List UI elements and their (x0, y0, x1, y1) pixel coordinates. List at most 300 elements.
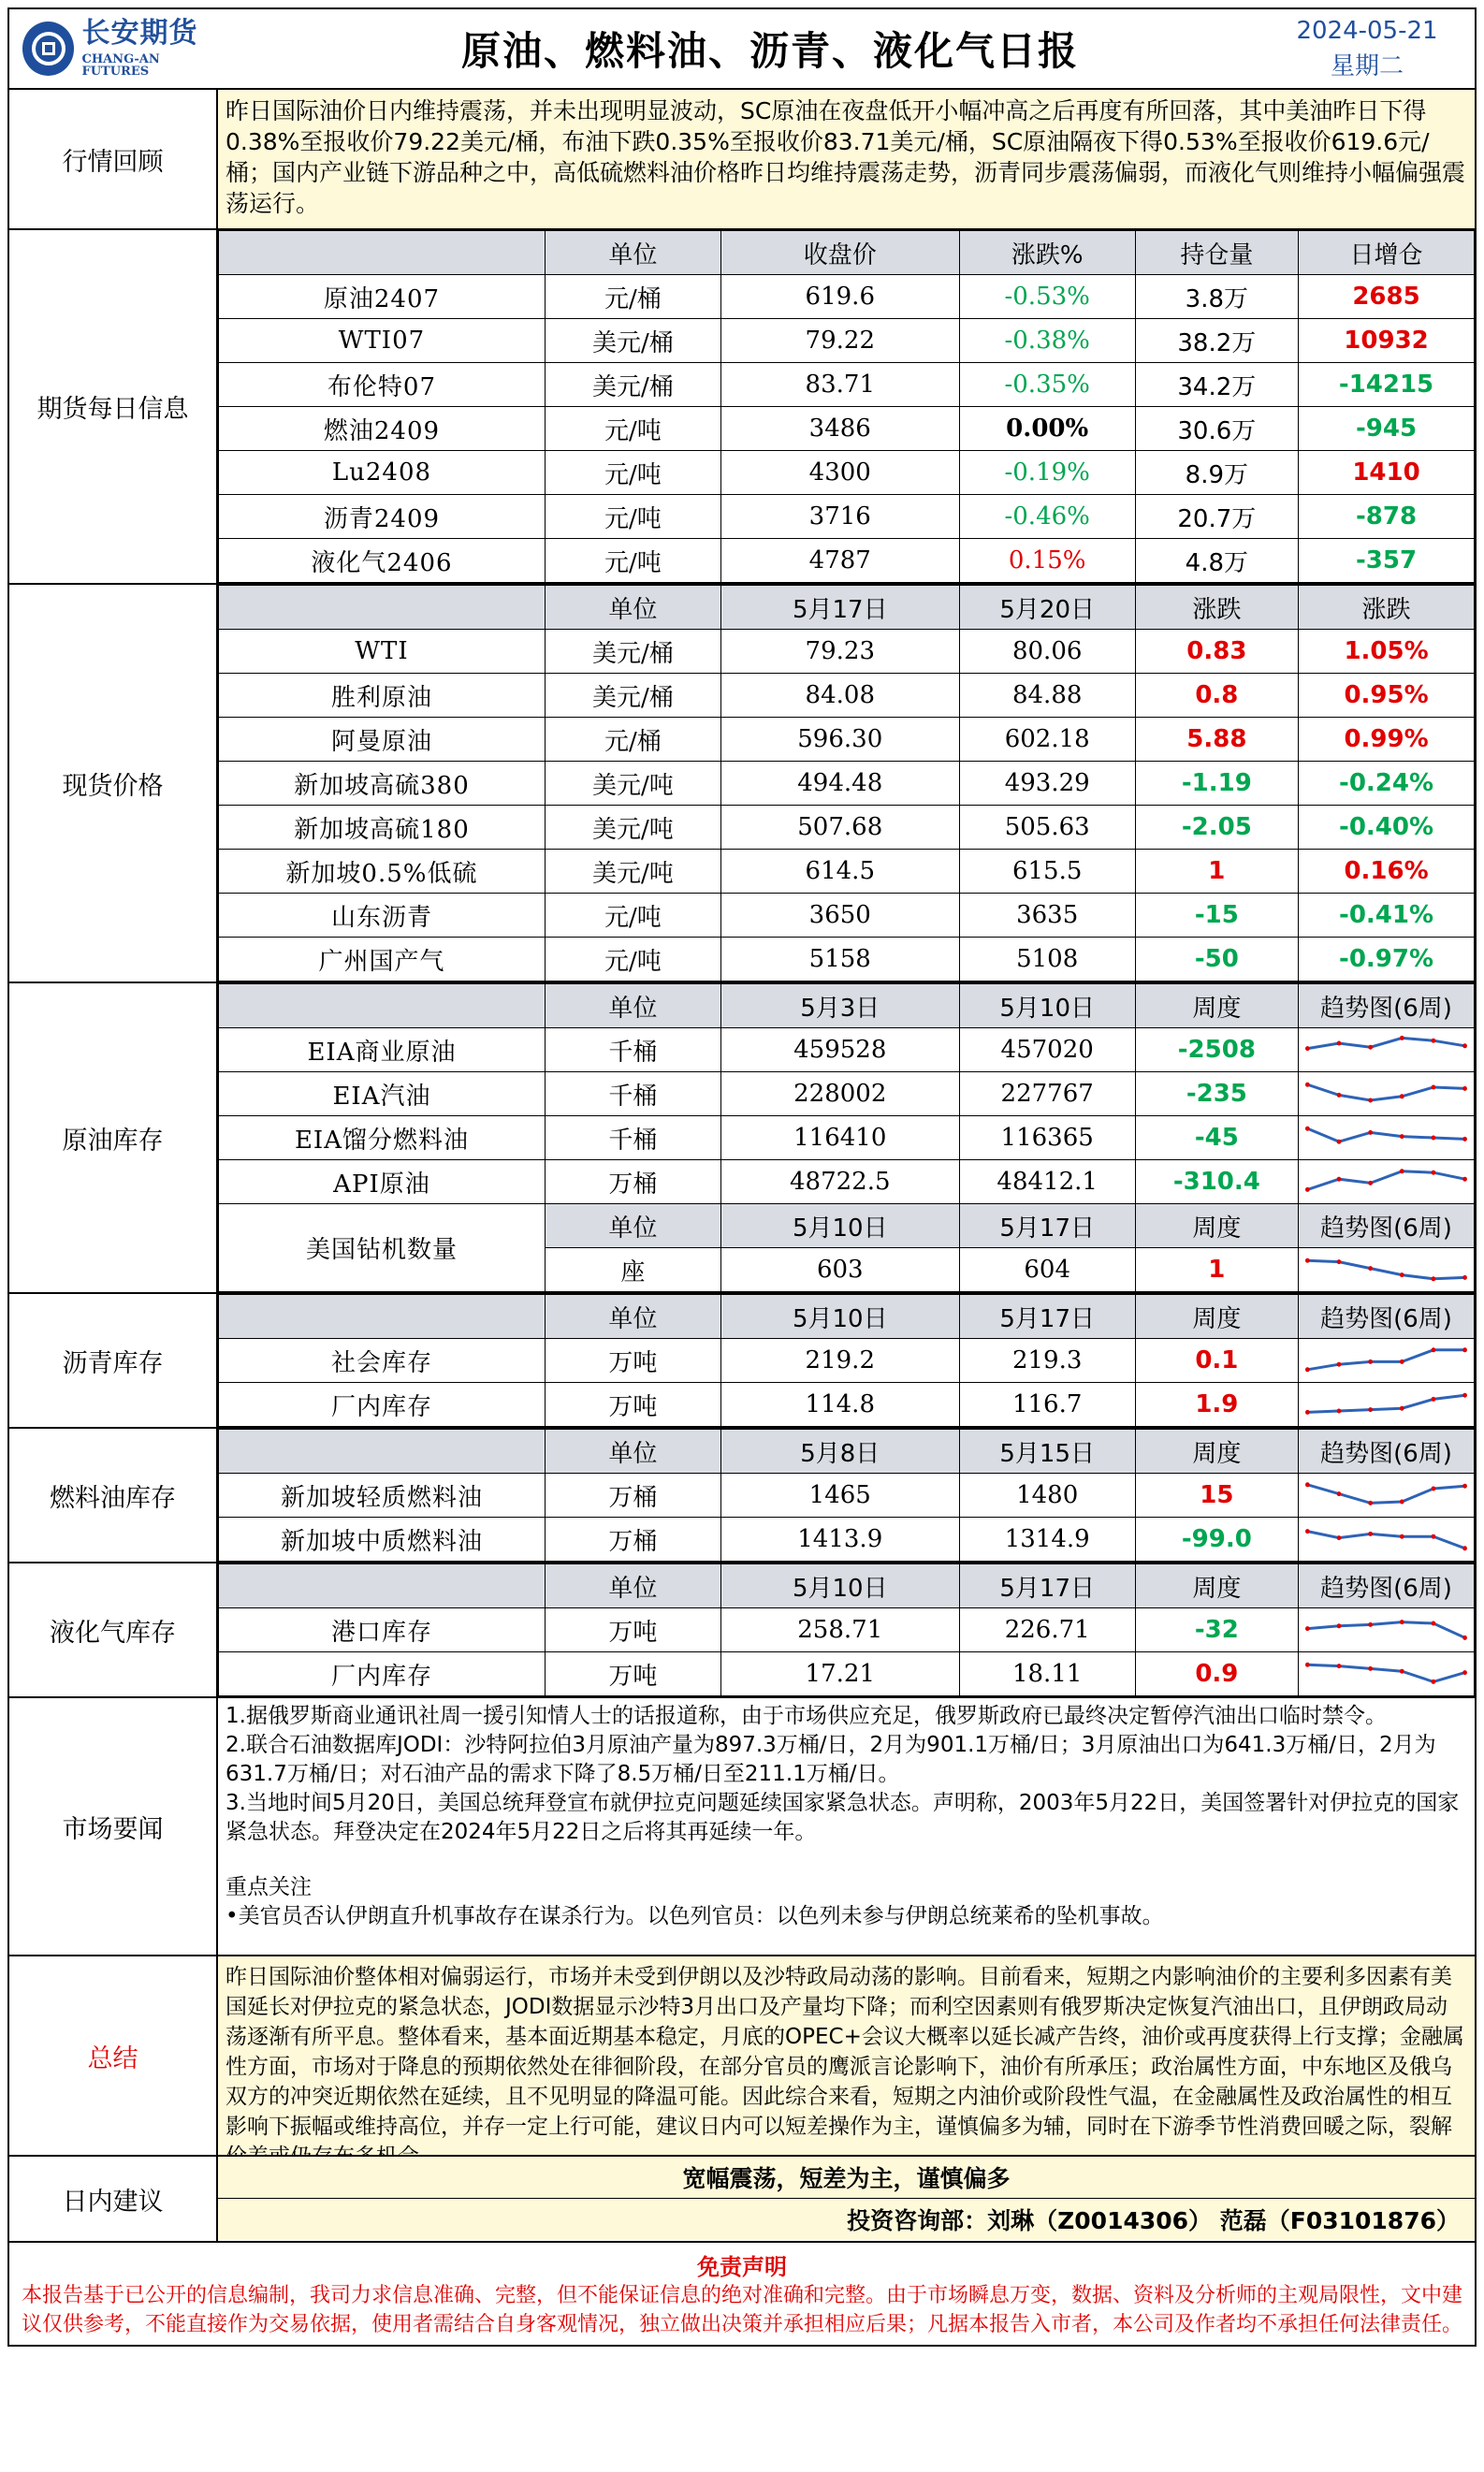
advice-section (9, 2157, 1475, 2243)
trend-point (1305, 1083, 1310, 1087)
trend-line (1307, 1038, 1464, 1048)
unit: 万吨 (545, 1383, 720, 1427)
value-curr: 48412.1 (959, 1160, 1135, 1204)
daily-oi-change: -878 (1299, 495, 1475, 539)
column-header: 单位 (545, 984, 720, 1028)
column-header: 周度 (1135, 1204, 1298, 1248)
futures-label: 期货每日信息 (9, 230, 218, 583)
table-row (219, 1652, 1475, 1696)
trend-point (1462, 1275, 1467, 1280)
weekly-change: 1 (1135, 1248, 1298, 1292)
product-name: 阿曼原油 (219, 718, 546, 762)
trend-point (1368, 1501, 1373, 1505)
summary-section (9, 1956, 1475, 2157)
value-prev: 258.71 (720, 1608, 959, 1652)
trend-point (1400, 1534, 1404, 1539)
table-header-row (219, 1295, 1475, 1339)
daily-oi-change: -357 (1299, 539, 1475, 583)
table-row (219, 1028, 1475, 1072)
daily-oi-change: 2685 (1299, 275, 1475, 319)
table-row (219, 1160, 1475, 1204)
price-prev: 3650 (720, 894, 959, 938)
open-interest: 34.2万 (1135, 363, 1298, 407)
weekly-change: 1.9 (1135, 1383, 1298, 1427)
inventory-name: EIA汽油 (219, 1072, 546, 1116)
price-prev: 614.5 (720, 850, 959, 894)
trend-point (1305, 1663, 1310, 1667)
trend-point (1368, 1045, 1373, 1050)
contract-name: 布伦特07 (219, 363, 546, 407)
trend-point (1400, 1500, 1404, 1505)
trend-line (1307, 1350, 1464, 1370)
trend-line (1307, 1665, 1464, 1681)
summary-label: 总结 (9, 1956, 218, 2155)
trend-point (1462, 1546, 1467, 1550)
trend-point (1337, 1362, 1342, 1367)
column-header: 单位 (545, 231, 720, 275)
trend-sparkline (1299, 1251, 1474, 1288)
inventory-name: 厂内库存 (219, 1652, 546, 1696)
trend-line (1307, 1084, 1464, 1100)
value-curr: 457020 (959, 1028, 1135, 1072)
weekly-change: 15 (1135, 1474, 1298, 1518)
change-pct: -0.46% (959, 495, 1135, 539)
table-row (219, 1072, 1475, 1116)
weekly-change: -99.0 (1135, 1518, 1298, 1562)
table-row (219, 451, 1475, 495)
market-review-section (9, 90, 1475, 230)
weekly-change: 0.9 (1135, 1652, 1298, 1696)
column-header (219, 1564, 546, 1608)
table-row (219, 363, 1475, 407)
trend-point (1368, 1360, 1373, 1364)
value-curr: 604 (959, 1248, 1135, 1292)
value-curr: 1314.9 (959, 1518, 1135, 1562)
trend-point (1368, 1181, 1373, 1185)
value-prev: 114.8 (720, 1383, 959, 1427)
trend-point (1337, 1140, 1342, 1144)
news-section (9, 1698, 1475, 1956)
trend-point (1368, 1622, 1373, 1627)
news-item-3: 3.当地时间5月20日，美国总统拜登宣布就伊拉克问题延续国家紧急状态。声明称，2003年5月22日，美国签署针对伊拉克的国家紧急状态。拜登决定在2024年5月22日之后将其再延续一年。 (226, 1791, 1460, 1844)
value-curr: 219.3 (959, 1339, 1135, 1383)
trend-point (1432, 1534, 1436, 1539)
table-row (219, 1518, 1475, 1562)
trend-point (1368, 1666, 1373, 1671)
column-header: 趋势图(6周) (1299, 1430, 1475, 1474)
trend-sparkline (1299, 1655, 1474, 1693)
lpg-inventory-label: 液化气库存 (9, 1563, 218, 1696)
fuel-inventory-table (218, 1429, 1475, 1562)
trend-point (1432, 1680, 1436, 1684)
disclaimer-section (9, 2243, 1475, 2345)
trend-point (1337, 1409, 1342, 1414)
column-header: 5月15日 (959, 1430, 1135, 1474)
spot-section (9, 585, 1475, 983)
open-interest: 20.7万 (1135, 495, 1298, 539)
summary-text: 昨日国际油价整体相对偏弱运行，市场并未受到伊朗以及沙特政局动荡的影响。目前看来，短期之内影响油价的主要利多因素有美国延长对伊拉克的紧急状态，JODI数据显示沙特3月出口及产量均下降；而利空因素则有俄罗斯决定恢复汽油出口，且伊朗政局动荡逐渐有所平息。整体看来，基本面近期基本稳定，月底的OPEC+会议大概率以延长减产告终，油价或再度获得上行支撑；金融属性方面，市场对于降息的预期依然处在徘徊阶段，在部分官员的鹰派言论影响下，油价有所承压；政治属性方面，中东地区及俄乌双方的冲突近期依然在延续，且不见明显的降温可能。因此综合来看，短期之内油价或阶段性气温，在金融属性及政治属性的相互影响下振幅或维持高位，并存一定上行可能，建议日内可以短差操作为主，谨慎偏多为辅，同时在下游季节性消费回暖之际，裂解 (218, 1956, 1475, 2155)
column-header (219, 586, 546, 630)
unit: 美元/桶 (545, 319, 720, 363)
trend-point (1337, 1259, 1342, 1264)
column-header (219, 1295, 546, 1339)
daily-oi-change: 1410 (1299, 451, 1475, 495)
product-name: 广州国产气 (219, 938, 546, 982)
trend-point (1305, 1410, 1310, 1415)
unit: 座 (545, 1248, 720, 1292)
table-row (219, 539, 1475, 583)
price-curr: 505.63 (959, 806, 1135, 850)
column-header (219, 984, 546, 1028)
column-header: 5月8日 (720, 1430, 959, 1474)
trend-point (1462, 1347, 1467, 1352)
price-change: 0.8 (1135, 674, 1298, 718)
unit: 千桶 (545, 1028, 720, 1072)
table-row (219, 938, 1475, 982)
open-interest: 8.9万 (1135, 451, 1298, 495)
report-weekday: 星期二 (1330, 52, 1404, 80)
fuel-inventory-section (9, 1429, 1475, 1563)
price-curr: 84.88 (959, 674, 1135, 718)
disclaimer-text: 本报告基于已公开的信息编制，我司力求信息准确、完整，但不能保证信息的绝对准确和完整。由于市场瞬息万变，数据、资料及分析师的主观局限性，文中建议仅供参考，不能直接作为交易依据，使用者需结合自身客观情况，独立做出决策并承担相应后果；凡据本报告入市者，本公司及作者均不承担任何法律责任。 (21, 2284, 1462, 2336)
price-curr: 602.18 (959, 718, 1135, 762)
trend-chart (1299, 1160, 1475, 1204)
table-row (219, 1339, 1475, 1383)
table-row (219, 275, 1475, 319)
change-pct: -0.53% (959, 275, 1135, 319)
trend-point (1337, 1093, 1342, 1098)
trend-point (1400, 1094, 1404, 1098)
table-row (219, 894, 1475, 938)
value-prev: 603 (720, 1248, 959, 1292)
column-header: 单位 (545, 1295, 720, 1339)
product-name: 新加坡0.5%低硫 (219, 850, 546, 894)
table-row (219, 407, 1475, 451)
column-header: 趋势图(6周) (1299, 1295, 1475, 1339)
column-header: 5月17日 (720, 586, 959, 630)
news-focus-title: 重点关注 (226, 1875, 312, 1899)
daily-oi-change: -945 (1299, 407, 1475, 451)
unit: 万桶 (545, 1160, 720, 1204)
value-prev: 1465 (720, 1474, 959, 1518)
trend-point (1462, 1043, 1467, 1048)
trend-point (1368, 1407, 1373, 1412)
trend-line (1307, 1622, 1464, 1638)
spot-label: 现货价格 (9, 585, 218, 982)
value-prev: 228002 (720, 1072, 959, 1116)
trend-point (1432, 1397, 1436, 1402)
open-interest: 30.6万 (1135, 407, 1298, 451)
table-row (219, 1608, 1475, 1652)
contract-name: WTI07 (219, 319, 546, 363)
futures-table (218, 230, 1475, 583)
contract-name: Lu2408 (219, 451, 546, 495)
advice-label: 日内建议 (9, 2157, 218, 2241)
asphalt-inventory-section (9, 1294, 1475, 1429)
column-header: 趋势图(6周) (1299, 984, 1475, 1028)
contract-name: 原油2407 (219, 275, 546, 319)
table-header-row (219, 1564, 1475, 1608)
news-label: 市场要闻 (9, 1698, 218, 1955)
column-header: 单位 (545, 1430, 720, 1474)
trend-point (1462, 1086, 1467, 1091)
column-header: 趋势图(6周) (1299, 1564, 1475, 1608)
trend-sparkline (1299, 1520, 1474, 1558)
unit: 美元/吨 (545, 850, 720, 894)
open-interest: 4.8万 (1135, 539, 1298, 583)
trend-point (1337, 1623, 1342, 1628)
weekly-change: -235 (1135, 1072, 1298, 1116)
report-date-box (1259, 9, 1475, 88)
product-name: 山东沥青 (219, 894, 546, 938)
trend-point (1305, 1626, 1310, 1631)
trend-line (1307, 1485, 1464, 1504)
change-pct: -0.35% (959, 363, 1135, 407)
daily-oi-change: 10932 (1299, 319, 1475, 363)
crude-inventory-label: 原油库存 (9, 983, 218, 1292)
product-name: 新加坡高硫380 (219, 762, 546, 806)
price-change-pct: 0.99% (1299, 718, 1475, 762)
news-item-2: 2.联合石油数据库JODI：沙特阿拉伯3月原油产量为897.3万桶/日，2月为901.1万桶/日；3月原油出口为641.3万桶/日，2月为631.7万桶/日；对石油产品的需求下降了8.5万桶/日至211.1万桶/日。 (226, 1733, 1436, 1786)
inventory-name: 厂内库存 (219, 1383, 546, 1427)
column-header: 5月10日 (720, 1204, 959, 1248)
price-prev: 507.68 (720, 806, 959, 850)
trend-point (1305, 1482, 1310, 1487)
price-curr: 5108 (959, 938, 1135, 982)
trend-point (1400, 1406, 1404, 1411)
value-curr: 116365 (959, 1116, 1135, 1160)
column-header: 周度 (1135, 984, 1298, 1028)
close-price: 4300 (720, 451, 959, 495)
disclaimer-title: 免责声明 (697, 2254, 787, 2280)
price-change-pct: -0.40% (1299, 806, 1475, 850)
price-change: 5.88 (1135, 718, 1298, 762)
column-header: 涨跌 (1135, 586, 1298, 630)
unit: 美元/桶 (545, 674, 720, 718)
daily-oi-change: -14215 (1299, 363, 1475, 407)
unit: 美元/桶 (545, 630, 720, 674)
price-prev: 5158 (720, 938, 959, 982)
trend-point (1400, 1036, 1404, 1040)
contract-name: 沥青2409 (219, 495, 546, 539)
unit: 元/吨 (545, 407, 720, 451)
trend-sparkline (1299, 1386, 1474, 1423)
market-review-label: 行情回顾 (9, 90, 218, 228)
lpg-inventory-section (9, 1563, 1475, 1698)
trend-point (1432, 1085, 1436, 1090)
trend-line (1307, 1395, 1464, 1412)
trend-point (1462, 1177, 1467, 1182)
trend-point (1368, 1098, 1373, 1103)
asphalt-inventory-table (218, 1294, 1475, 1427)
unit: 千桶 (545, 1116, 720, 1160)
value-prev: 459528 (720, 1028, 959, 1072)
inventory-name: 社会库存 (219, 1339, 546, 1383)
rig-header-row (219, 1204, 1475, 1248)
table-row (219, 850, 1475, 894)
logo-emblem-icon (22, 22, 74, 76)
report-date: 2024-05-21 (1296, 17, 1438, 45)
weekly-change: -32 (1135, 1608, 1298, 1652)
market-review-text: 昨日国际油价日内维持震荡，并未出现明显波动，SC原油在夜盘低开小幅冲高之后再度有所回落，其中美油昨日下得0.38%至报收价79.22美元/桶，布油下跌0.35%至报收价83.71美元/桶，SC原油隔夜下得0.53%至报收价619.6元/桶；国内产业链下游品种之中，高低硫燃料油价格昨日均维持震荡走势，沥青同步震荡偏弱，而液化气则维持小幅偏强震荡运行。 (218, 90, 1475, 228)
table-header-row (219, 1430, 1475, 1474)
unit: 美元/吨 (545, 762, 720, 806)
unit: 万吨 (545, 1339, 720, 1383)
trend-sparkline (1299, 1075, 1474, 1112)
trend-sparkline (1299, 1476, 1474, 1514)
table-header-row (219, 586, 1475, 630)
table-row (219, 495, 1475, 539)
trend-point (1305, 1046, 1310, 1051)
price-curr: 615.5 (959, 850, 1135, 894)
unit: 万吨 (545, 1652, 720, 1696)
crude-inventory-section (9, 983, 1475, 1294)
price-change: 0.83 (1135, 630, 1298, 674)
news-item-1: 1.据俄罗斯商业通讯社周一援引知情人士的话报道称，由于市场供应充足，俄罗斯政府已最终决定暂停汽油出口临时禁令。 (226, 1704, 1387, 1728)
column-header: 5月17日 (959, 1204, 1135, 1248)
column-header: 5月17日 (959, 1564, 1135, 1608)
close-price: 79.22 (720, 319, 959, 363)
trend-point (1400, 1134, 1404, 1139)
trend-chart (1299, 1116, 1475, 1160)
unit: 元/桶 (545, 718, 720, 762)
value-prev: 1413.9 (720, 1518, 959, 1562)
fuel-inventory-label: 燃料油库存 (9, 1429, 218, 1562)
trend-point (1305, 1258, 1310, 1263)
change-pct: -0.38% (959, 319, 1135, 363)
price-prev: 79.23 (720, 630, 959, 674)
change-pct: 0.15% (959, 539, 1135, 583)
price-prev: 596.30 (720, 718, 959, 762)
price-curr: 80.06 (959, 630, 1135, 674)
column-header: 5月10日 (720, 1564, 959, 1608)
column-header (219, 231, 546, 275)
unit: 元/吨 (545, 495, 720, 539)
open-interest: 38.2万 (1135, 319, 1298, 363)
product-name: 新加坡高硫180 (219, 806, 546, 850)
trend-chart (1299, 1339, 1475, 1383)
open-interest: 3.8万 (1135, 275, 1298, 319)
inventory-name: 港口库存 (219, 1608, 546, 1652)
trend-point (1432, 1039, 1436, 1043)
unit: 万吨 (545, 1608, 720, 1652)
inventory-name: 新加坡轻质燃料油 (219, 1474, 546, 1518)
trend-point (1462, 1484, 1467, 1489)
close-price: 3486 (720, 407, 959, 451)
table-row (219, 806, 1475, 850)
table-header-row (219, 231, 1475, 275)
price-change: -50 (1135, 938, 1298, 982)
column-header: 5月17日 (959, 1295, 1135, 1339)
report-header (9, 9, 1475, 90)
trend-sparkline (1299, 1342, 1474, 1379)
trend-point (1337, 1535, 1342, 1540)
price-change: -15 (1135, 894, 1298, 938)
inventory-name: API原油 (219, 1160, 546, 1204)
inventory-name: EIA馏分燃料油 (219, 1116, 546, 1160)
price-change-pct: 0.16% (1299, 850, 1475, 894)
change-pct: 0.00% (959, 407, 1135, 451)
column-header: 周度 (1135, 1295, 1298, 1339)
trend-point (1432, 1487, 1436, 1491)
trend-point (1368, 1130, 1373, 1135)
weekly-change: -45 (1135, 1116, 1298, 1160)
trend-sparkline (1299, 1031, 1474, 1069)
price-change: 1 (1135, 850, 1298, 894)
trend-line (1307, 1128, 1464, 1141)
table-row (219, 1383, 1475, 1427)
trend-point (1462, 1393, 1467, 1398)
value-prev: 48722.5 (720, 1160, 959, 1204)
product-name: WTI (219, 630, 546, 674)
column-header: 单位 (545, 1564, 720, 1608)
column-header: 日增仓 (1299, 231, 1475, 275)
weekly-change: -310.4 (1135, 1160, 1298, 1204)
logo-en: CHANG-AN FUTURES (81, 52, 160, 79)
trend-chart (1299, 1028, 1475, 1072)
trend-chart (1299, 1608, 1475, 1652)
price-change-pct: -0.97% (1299, 938, 1475, 982)
price-prev: 494.48 (720, 762, 959, 806)
column-header: 涨跌% (959, 231, 1135, 275)
lpg-inventory-table (218, 1563, 1475, 1696)
trend-line (1307, 1260, 1464, 1279)
table-header-row (219, 984, 1475, 1028)
column-header: 单位 (545, 586, 720, 630)
advice-author: 投资咨询部：刘琳（Z0014306） 范磊（F03101876） (218, 2199, 1475, 2240)
value-curr: 227767 (959, 1072, 1135, 1116)
trend-point (1462, 1636, 1467, 1640)
price-change-pct: 0.95% (1299, 674, 1475, 718)
trend-point (1305, 1127, 1310, 1131)
news-focus-item: •美官员否认伊朗直升机事故存在谋杀行为。以色列官员：以色列未参与伊朗总统莱希的坠机事故。 (226, 1904, 1164, 1928)
unit: 万桶 (545, 1518, 720, 1562)
unit: 元/吨 (545, 938, 720, 982)
trend-sparkline (1299, 1611, 1474, 1649)
price-change: -1.19 (1135, 762, 1298, 806)
trend-point (1432, 1136, 1436, 1141)
contract-name: 液化气2406 (219, 539, 546, 583)
trend-point (1400, 1620, 1404, 1624)
column-header: 5月20日 (959, 586, 1135, 630)
trend-chart (1299, 1248, 1475, 1292)
column-header: 涨跌 (1299, 586, 1475, 630)
unit: 千桶 (545, 1072, 720, 1116)
table-row (219, 762, 1475, 806)
trend-point (1432, 1621, 1436, 1626)
trend-point (1400, 1669, 1404, 1674)
advice-text: 宽幅震荡，短差为主，谨慎偏多 (218, 2157, 1475, 2199)
asphalt-inventory-label: 沥青库存 (9, 1294, 218, 1427)
trend-point (1462, 1137, 1467, 1141)
column-header: 趋势图(6周) (1299, 1204, 1475, 1248)
news-body (218, 1698, 1475, 1955)
logo-cn: 长安期货 (81, 17, 198, 50)
column-header: 周度 (1135, 1564, 1298, 1608)
price-curr: 3635 (959, 894, 1135, 938)
trend-chart (1299, 1474, 1475, 1518)
close-price: 3716 (720, 495, 959, 539)
trend-point (1305, 1367, 1310, 1372)
trend-point (1305, 1187, 1310, 1192)
trend-point (1432, 1171, 1436, 1175)
trend-point (1337, 1041, 1342, 1046)
column-header: 单位 (545, 1204, 720, 1248)
value-curr: 1480 (959, 1474, 1135, 1518)
trend-point (1337, 1177, 1342, 1182)
report-title: 原油、燃料油、沥青、液化气日报 (460, 28, 1079, 74)
inventory-name: 新加坡中质燃料油 (219, 1518, 546, 1562)
